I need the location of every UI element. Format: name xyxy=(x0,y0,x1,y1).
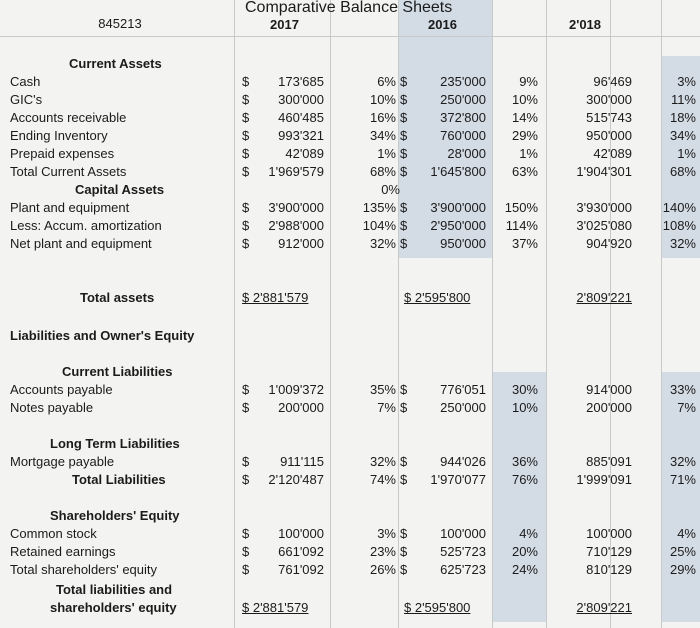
cell-p18: 29% xyxy=(669,562,696,577)
equity-heading: Shareholders' Equity xyxy=(50,508,180,523)
cell-d17: $ xyxy=(242,146,250,161)
page-title: Comparative Balance Sheets xyxy=(245,0,453,16)
row-label: Cash xyxy=(10,74,41,89)
year-2016: 2016 xyxy=(428,17,457,32)
cell-p16: 10% xyxy=(511,400,538,415)
cell-d16: $ xyxy=(400,74,408,89)
cell-p16: 14% xyxy=(511,110,538,125)
cell-p18: 32% xyxy=(669,454,696,469)
cell-d17: $ xyxy=(242,544,250,559)
cell-v18: 885'091 xyxy=(586,454,632,469)
cell-d16: $ xyxy=(400,128,408,143)
cell-v18: 96'469 xyxy=(593,74,632,89)
cell-p17: 35% xyxy=(369,382,396,397)
cell-v17: 460'485 xyxy=(278,110,324,125)
row-label: Plant and equipment xyxy=(10,200,130,215)
cell-p16: 150% xyxy=(504,200,538,215)
current-assets-heading: Current Assets xyxy=(69,56,162,71)
cell-v18: 810'129 xyxy=(586,562,632,577)
cell-p16: 29% xyxy=(511,128,538,143)
cell-p16: 24% xyxy=(511,562,538,577)
grid-line xyxy=(0,36,700,37)
cell-p18: 71% xyxy=(669,472,696,487)
cell-p18: 7% xyxy=(677,400,696,415)
cell-d17: $ xyxy=(242,74,250,89)
cell-d16: $ xyxy=(400,472,408,487)
cell-p18: 11% xyxy=(670,92,696,107)
cell-v16: 250'000 xyxy=(440,400,486,415)
cell-p17: 10% xyxy=(369,92,396,107)
cell-v16: 950'000 xyxy=(440,236,486,251)
cell-v16: 372'800 xyxy=(440,110,486,125)
cell-p18: 140% xyxy=(662,200,696,215)
capital-pct: 0% xyxy=(381,182,400,197)
row-label: Prepaid expenses xyxy=(10,146,115,161)
cell-p16: 1% xyxy=(519,146,538,161)
cell-v17: 173'685 xyxy=(278,74,324,89)
cell-d16: $ xyxy=(400,92,408,107)
cell-d17: $ xyxy=(242,382,250,397)
cell-d16: $ xyxy=(400,400,408,415)
total-le-label-2: shareholders' equity xyxy=(50,600,177,615)
cell-d17: $ xyxy=(242,92,250,107)
total-assets-2018: 2'809'221 xyxy=(576,290,632,305)
cell-d17: $ xyxy=(242,236,250,251)
row-label: Accounts payable xyxy=(10,382,113,397)
cell-v18: 710'129 xyxy=(586,544,632,559)
cell-v18: 1'999'091 xyxy=(576,472,632,487)
year-2017: 2017 xyxy=(270,17,299,32)
year-2018: 2'018 xyxy=(569,17,602,32)
cell-v16: 3'900'000 xyxy=(430,200,486,215)
cell-d16: $ xyxy=(400,164,408,179)
cell-p16: 76% xyxy=(511,472,538,487)
cell-v17: 100'000 xyxy=(278,526,324,541)
row-label: Total Current Assets xyxy=(10,164,127,179)
row-label: Notes payable xyxy=(10,400,94,415)
cell-v18: 100'000 xyxy=(586,526,632,541)
cell-p16: 9% xyxy=(519,74,538,89)
cell-v18: 904'920 xyxy=(586,236,632,251)
cell-v16: 235'000 xyxy=(440,74,486,89)
cell-d17: $ xyxy=(242,218,250,233)
cell-p16: 36% xyxy=(511,454,538,469)
cell-p17: 135% xyxy=(362,200,396,215)
cell-p16: 114% xyxy=(505,218,538,233)
total-le-2017: $ 2'881'579 xyxy=(242,600,309,615)
cell-v17: 3'900'000 xyxy=(268,200,324,215)
total-le-2018: 2'809'221 xyxy=(576,600,632,615)
row-label: Net plant and equipment xyxy=(10,236,152,251)
cell-p18: 1% xyxy=(677,146,696,161)
cell-v18: 3'025'080 xyxy=(576,218,632,233)
cell-p18: 25% xyxy=(669,544,696,559)
grid-line xyxy=(398,0,399,628)
total-assets-2016: $ 2'595'800 xyxy=(404,290,471,305)
cell-d17: $ xyxy=(242,472,250,487)
cell-d17: $ xyxy=(242,454,250,469)
cell-d17: $ xyxy=(242,200,250,215)
cell-p17: 3% xyxy=(377,526,396,541)
cell-v16: 100'000 xyxy=(440,526,486,541)
cell-d17: $ xyxy=(242,164,250,179)
cell-p16: 30% xyxy=(511,382,538,397)
cell-d16: $ xyxy=(400,382,408,397)
row-label: Total Liabilities xyxy=(72,472,166,487)
grid-line xyxy=(234,0,235,628)
cell-v16: 944'026 xyxy=(440,454,486,469)
cell-v16: 1'645'800 xyxy=(430,164,486,179)
cell-p18: 4% xyxy=(677,526,696,541)
cell-p18: 32% xyxy=(669,236,696,251)
cell-p16: 10% xyxy=(511,92,538,107)
cell-v17: 42'089 xyxy=(285,146,324,161)
cell-v18: 3'930'000 xyxy=(576,200,632,215)
cell-v18: 42'089 xyxy=(593,146,632,161)
cell-p17: 104% xyxy=(362,218,396,233)
total-assets-label: Total assets xyxy=(80,290,155,305)
cell-d16: $ xyxy=(400,200,408,215)
cell-v17: 761'092 xyxy=(278,562,324,577)
cell-p18: 3% xyxy=(677,74,696,89)
cell-v17: 1'969'579 xyxy=(268,164,324,179)
cell-d17: $ xyxy=(242,110,250,125)
cell-v18: 914'000 xyxy=(586,382,632,397)
cell-p17: 68% xyxy=(369,164,396,179)
cell-d16: $ xyxy=(400,236,408,251)
row-label: GIC's xyxy=(10,92,43,107)
liabilities-heading: Liabilities and Owner's Equity xyxy=(10,328,195,343)
row-label: Common stock xyxy=(10,526,97,541)
cell-v17: 300'000 xyxy=(278,92,324,107)
cell-p17: 1% xyxy=(377,146,396,161)
cell-p16: 4% xyxy=(519,526,538,541)
cell-p18: 33% xyxy=(669,382,696,397)
cell-v17: 661'092 xyxy=(278,544,324,559)
cell-p16: 20% xyxy=(511,544,538,559)
cell-v16: 625'723 xyxy=(440,562,486,577)
cell-d16: $ xyxy=(400,110,408,125)
cell-d17: $ xyxy=(242,128,250,143)
cell-p17: 34% xyxy=(369,128,396,143)
cell-p16: 37% xyxy=(511,236,538,251)
cell-p17: 32% xyxy=(369,236,396,251)
cell-d17: $ xyxy=(242,562,250,577)
cell-p18: 68% xyxy=(669,164,696,179)
capital-assets-heading: Capital Assets xyxy=(75,182,165,197)
company-id: 845213 xyxy=(98,16,142,31)
cell-p17: 74% xyxy=(369,472,396,487)
cell-v17: 200'000 xyxy=(278,400,324,415)
cell-v17: 912'000 xyxy=(278,236,324,251)
row-label: Total shareholders' equity xyxy=(10,562,158,577)
cell-p17: 7% xyxy=(377,400,396,415)
cell-p18: 18% xyxy=(669,110,696,125)
cell-v16: 1'970'077 xyxy=(430,472,486,487)
row-label: Mortgage payable xyxy=(10,454,115,469)
cell-v18: 1'904'301 xyxy=(576,164,632,179)
cell-d16: $ xyxy=(400,544,408,559)
cell-p18: 34% xyxy=(669,128,696,143)
cell-p16: 63% xyxy=(511,164,538,179)
row-label: Ending Inventory xyxy=(10,128,108,143)
cell-v18: 515'743 xyxy=(586,110,632,125)
cell-v16: 760'000 xyxy=(440,128,486,143)
long-term-heading: Long Term Liabilities xyxy=(50,436,180,451)
cell-p17: 16% xyxy=(369,110,396,125)
cell-d16: $ xyxy=(400,562,408,577)
row-label: Less: Accum. amortization xyxy=(10,218,162,233)
cell-d16: $ xyxy=(400,146,408,161)
cell-v17: 2'988'000 xyxy=(268,218,324,233)
row-label: Retained earnings xyxy=(10,544,116,559)
cell-p17: 32% xyxy=(369,454,396,469)
cell-d16: $ xyxy=(400,218,408,233)
total-assets-2017: $ 2'881'579 xyxy=(242,290,309,305)
cell-v17: 993'321 xyxy=(278,128,324,143)
total-le-label-1: Total liabilities and xyxy=(56,582,173,597)
cell-p17: 6% xyxy=(377,74,396,89)
cell-v18: 950'000 xyxy=(586,128,632,143)
cell-d16: $ xyxy=(400,526,408,541)
cell-v17: 2'120'487 xyxy=(268,472,324,487)
cell-p17: 23% xyxy=(369,544,396,559)
current-liabilities-heading: Current Liabilities xyxy=(62,364,173,379)
total-le-2016: $ 2'595'800 xyxy=(404,600,471,615)
cell-v16: 28'000 xyxy=(447,146,486,161)
cell-p17: 26% xyxy=(369,562,396,577)
cell-d17: $ xyxy=(242,526,250,541)
cell-v18: 200'000 xyxy=(586,400,632,415)
cell-p18: 108% xyxy=(662,218,696,233)
cell-v16: 776'051 xyxy=(440,382,486,397)
cell-d17: $ xyxy=(242,400,250,415)
cell-v16: 250'000 xyxy=(440,92,486,107)
cell-v17: 1'009'372 xyxy=(268,382,324,397)
cell-v16: 2'950'000 xyxy=(430,218,486,233)
row-label: Accounts receivable xyxy=(10,110,127,125)
cell-d16: $ xyxy=(400,454,408,469)
cell-v16: 525'723 xyxy=(440,544,486,559)
cell-v18: 300'000 xyxy=(586,92,632,107)
cell-v17: 911'115 xyxy=(280,454,324,469)
